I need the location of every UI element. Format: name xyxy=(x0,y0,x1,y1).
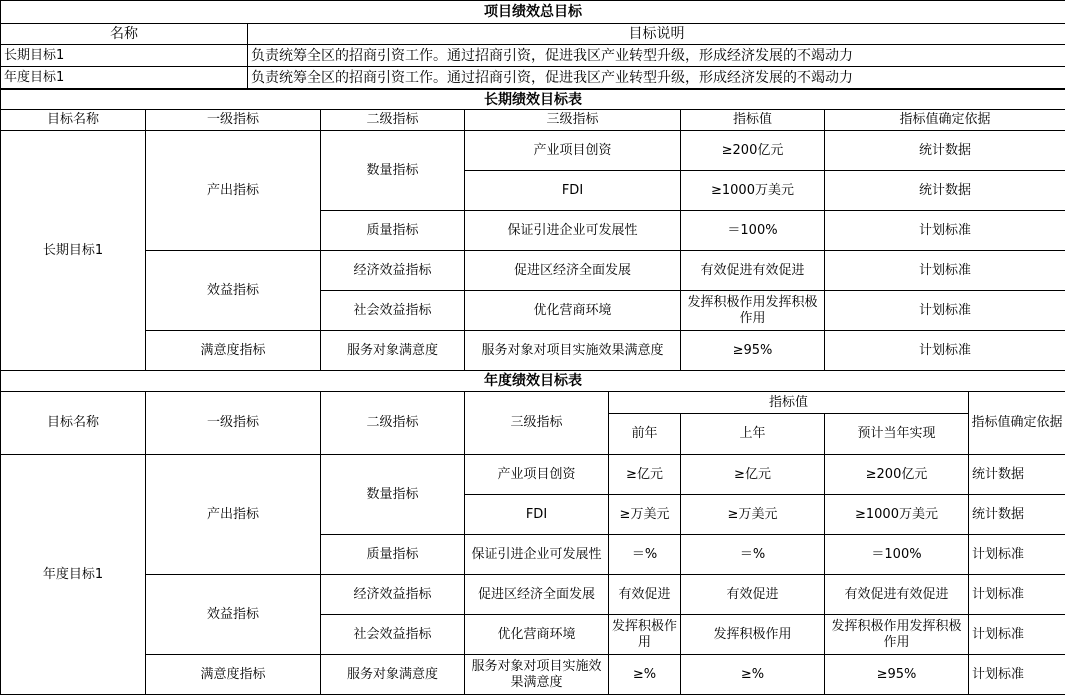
value-current: 发挥积极作用发挥积极作用 xyxy=(825,615,969,655)
long-term-table xyxy=(0,89,1065,371)
annual-table xyxy=(0,370,1065,695)
long-term-title: 长期绩效目标表 xyxy=(1,90,1065,110)
value-current: ≥200亿元 xyxy=(825,455,969,495)
indicator-value: ≥1000万美元 xyxy=(681,171,825,211)
level1-indicator: 产出指标 xyxy=(146,455,321,575)
annual-title: 年度绩效目标表 xyxy=(1,371,1065,392)
table-row xyxy=(1,67,1065,89)
level1-indicator: 效益指标 xyxy=(146,575,321,655)
level3-indicator: 产业项目创资 xyxy=(465,131,681,171)
level2-indicator: 质量指标 xyxy=(321,535,465,575)
header-level3: 三级指标 xyxy=(465,110,681,131)
value-current: 有效促进有效促进 xyxy=(825,575,969,615)
level3-indicator: 服务对象对项目实施效果满意度 xyxy=(465,331,681,371)
summary-header-name: 名称 xyxy=(1,24,248,45)
header-basis: 指标值确定依据 xyxy=(969,392,1065,455)
level2-indicator: 服务对象满意度 xyxy=(321,655,465,695)
value-prev: ＝% xyxy=(609,535,681,575)
indicator-value: 有效促进有效促进 xyxy=(681,251,825,291)
header-goal-name: 目标名称 xyxy=(1,110,146,131)
level3-indicator: FDI xyxy=(465,171,681,211)
level3-indicator: 产业项目创资 xyxy=(465,455,609,495)
level1-indicator: 效益指标 xyxy=(146,251,321,331)
indicator-basis: 计划标准 xyxy=(825,251,1065,291)
header-value: 指标值 xyxy=(609,392,969,414)
indicator-basis: 统计数据 xyxy=(969,455,1065,495)
value-prev: 有效促进 xyxy=(609,575,681,615)
level2-indicator: 经济效益指标 xyxy=(321,251,465,291)
indicator-basis: 统计数据 xyxy=(969,495,1065,535)
table-row xyxy=(1,131,1065,171)
level3-indicator: FDI xyxy=(465,495,609,535)
summary-row-name: 长期目标1 xyxy=(1,45,248,67)
header-value: 指标值 xyxy=(681,110,825,131)
goal-name: 长期目标1 xyxy=(1,131,146,371)
level2-indicator: 经济效益指标 xyxy=(321,575,465,615)
goal-name: 年度目标1 xyxy=(1,455,146,695)
level3-indicator: 保证引进企业可发展性 xyxy=(465,211,681,251)
indicator-basis: 计划标准 xyxy=(969,615,1065,655)
header-level2: 二级指标 xyxy=(321,392,465,455)
table-row xyxy=(1,455,1065,495)
table-row xyxy=(1,331,1065,371)
level3-indicator: 优化营商环境 xyxy=(465,615,609,655)
indicator-basis: 计划标准 xyxy=(969,655,1065,695)
value-prev: ≥万美元 xyxy=(609,495,681,535)
indicator-basis: 计划标准 xyxy=(825,291,1065,331)
header-level2: 二级指标 xyxy=(321,110,465,131)
indicator-value: 发挥积极作用发挥积极作用 xyxy=(681,291,825,331)
value-last: ≥亿元 xyxy=(681,455,825,495)
level2-indicator: 质量指标 xyxy=(321,211,465,251)
indicator-value: ≥95% xyxy=(681,331,825,371)
indicator-basis: 计划标准 xyxy=(969,535,1065,575)
summary-row-desc: 负责统筹全区的招商引资工作。通过招商引资，促进我区产业转型升级，形成经济发展的不竭动力 xyxy=(248,67,1065,89)
value-last: 发挥积极作用 xyxy=(681,615,825,655)
table-row xyxy=(1,45,1065,67)
level3-indicator: 促进区经济全面发展 xyxy=(465,575,609,615)
indicator-basis: 计划标准 xyxy=(825,211,1065,251)
value-last: 有效促进 xyxy=(681,575,825,615)
table-row xyxy=(1,655,1065,695)
level1-indicator: 产出指标 xyxy=(146,131,321,251)
value-last: ≥% xyxy=(681,655,825,695)
value-current: ＝100% xyxy=(825,535,969,575)
level1-indicator: 满意度指标 xyxy=(146,655,321,695)
table-row xyxy=(1,575,1065,615)
value-prev: ≥% xyxy=(609,655,681,695)
level2-indicator: 社会效益指标 xyxy=(321,615,465,655)
indicator-value: ≥200亿元 xyxy=(681,131,825,171)
value-prev: 发挥积极作用 xyxy=(609,615,681,655)
level2-indicator: 服务对象满意度 xyxy=(321,331,465,371)
header-goal-name: 目标名称 xyxy=(1,392,146,455)
header-last-year: 上年 xyxy=(681,414,825,455)
summary-header-desc: 目标说明 xyxy=(248,24,1065,45)
header-level3: 三级指标 xyxy=(465,392,609,455)
level2-indicator: 社会效益指标 xyxy=(321,291,465,331)
value-last: ≥万美元 xyxy=(681,495,825,535)
value-current: ≥95% xyxy=(825,655,969,695)
summary-row-name: 年度目标1 xyxy=(1,67,248,89)
level2-indicator: 数量指标 xyxy=(321,455,465,535)
indicator-basis: 统计数据 xyxy=(825,131,1065,171)
indicator-value: ＝100% xyxy=(681,211,825,251)
summary-row-desc: 负责统筹全区的招商引资工作。通过招商引资，促进我区产业转型升级，形成经济发展的不竭动力 xyxy=(248,45,1065,67)
header-level1: 一级指标 xyxy=(146,110,321,131)
level3-indicator: 服务对象对项目实施效果满意度 xyxy=(465,655,609,695)
indicator-basis: 计划标准 xyxy=(825,331,1065,371)
header-basis: 指标值确定依据 xyxy=(825,110,1065,131)
value-prev: ≥亿元 xyxy=(609,455,681,495)
level3-indicator: 保证引进企业可发展性 xyxy=(465,535,609,575)
header-level1: 一级指标 xyxy=(146,392,321,455)
level3-indicator: 促进区经济全面发展 xyxy=(465,251,681,291)
summary-title: 项目绩效总目标 xyxy=(1,1,1065,24)
summary-table xyxy=(0,0,1065,89)
indicator-basis: 统计数据 xyxy=(825,171,1065,211)
level2-indicator: 数量指标 xyxy=(321,131,465,211)
value-last: ＝% xyxy=(681,535,825,575)
header-current-year: 预计当年实现 xyxy=(825,414,969,455)
table-row xyxy=(1,251,1065,291)
header-prev-year: 前年 xyxy=(609,414,681,455)
level3-indicator: 优化营商环境 xyxy=(465,291,681,331)
indicator-basis: 计划标准 xyxy=(969,575,1065,615)
value-current: ≥1000万美元 xyxy=(825,495,969,535)
level1-indicator: 满意度指标 xyxy=(146,331,321,371)
